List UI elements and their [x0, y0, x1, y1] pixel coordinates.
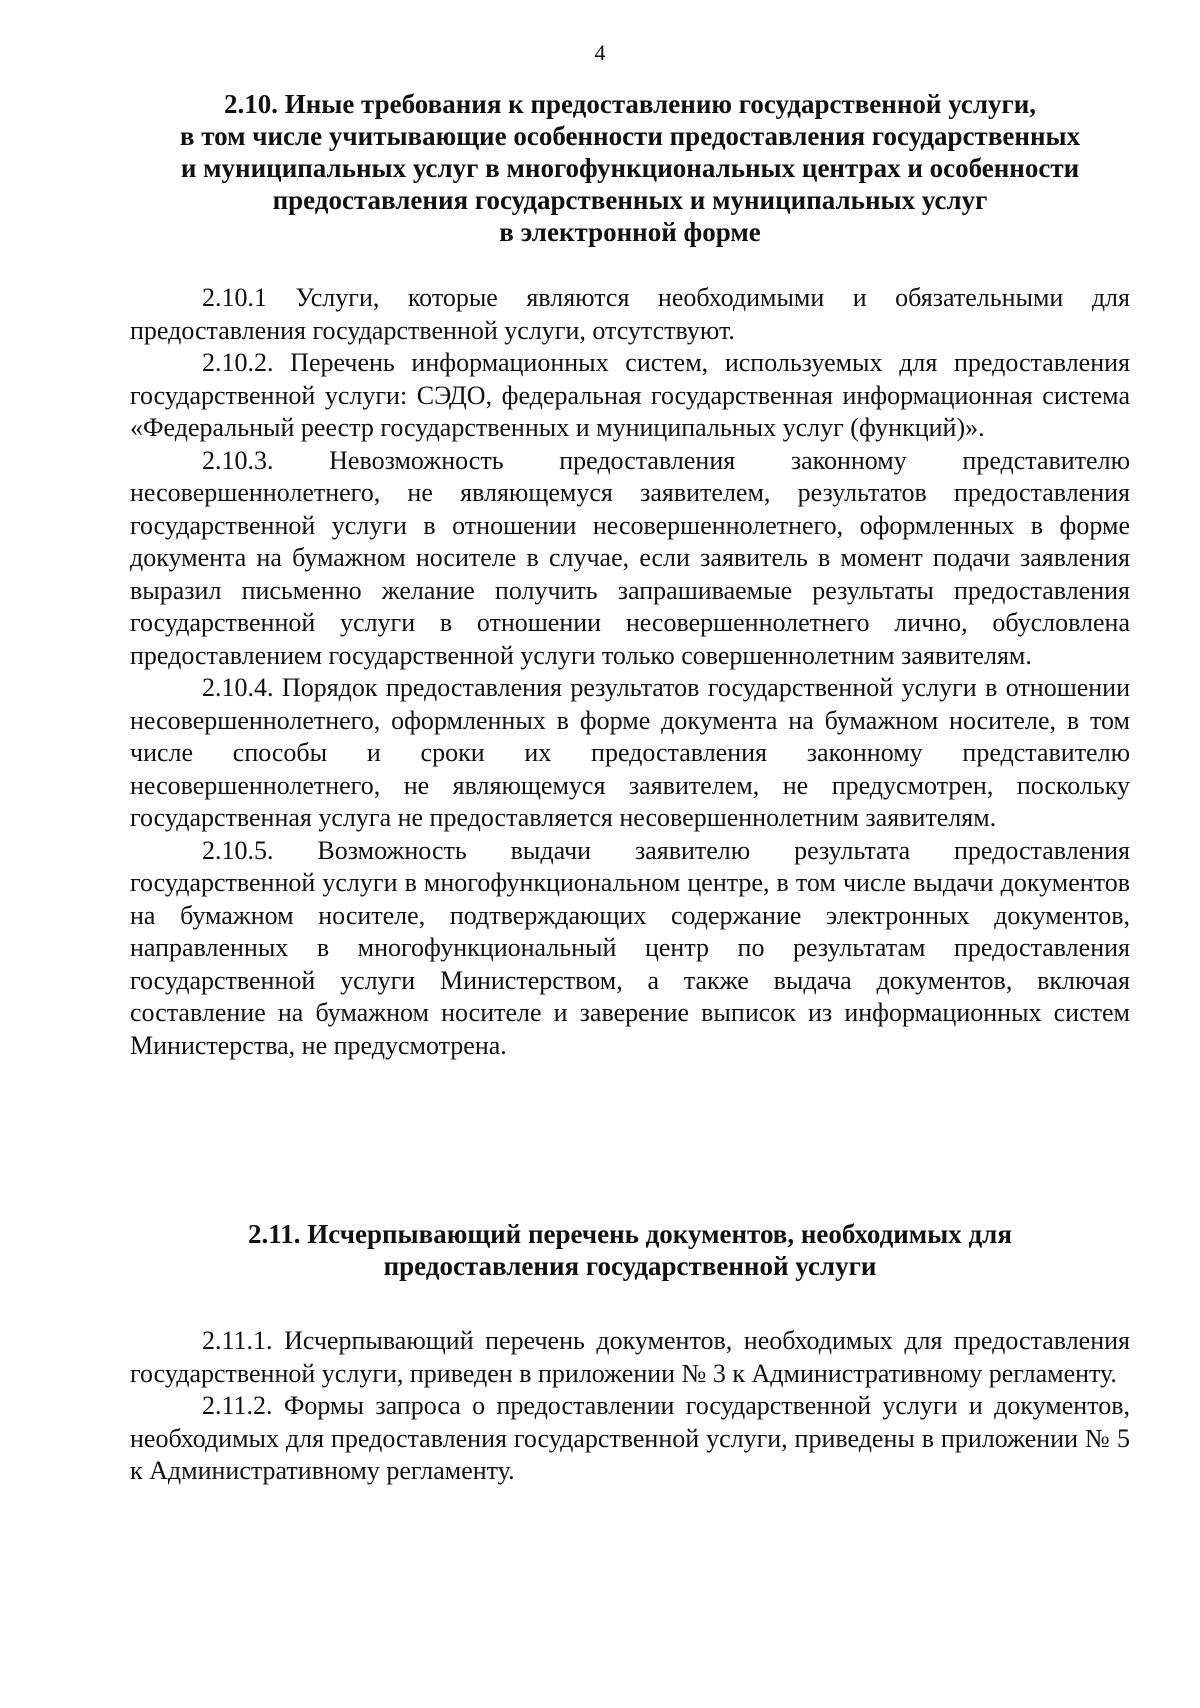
heading-line: и муниципальных услуг в многофункциональных центрах и особенности — [180, 153, 1080, 183]
section-body-2-11 — [130, 1325, 1130, 1488]
heading-line: предоставления государственной услуги — [383, 1251, 877, 1281]
paragraph-2-10-5: 2.10.5. Возможность выдачи заявителю результата предоставления государственной услуги в многофункциональном центре, в том числе выдачи документов на бумажном носителе, подтверждающих содержание электронных документов, направленных в многофункциональный центр по результатам предоставления государственной услуги Министерством, а также выдача документов, включая составление на бумажном носителе и заверение выписок из информационных систем Министерства, не предусмотрена. — [130, 835, 1130, 1060]
section-heading-2-10 — [140, 88, 1120, 248]
paragraph-2-10-2: 2.10.2. Перечень информационных систем, используемых для предоставления государственной услуги: СЭДО, федеральная государственная информационная система «Федеральный реестр государственных и муниципальных услуг (функций)». — [130, 348, 1130, 442]
paragraph-2-11-2: 2.11.2. Формы запроса о предоставлении государственной услуги и документов, необходимых для предоставления государственной услуги, приведены в приложении № 5 к Административному регламенту. — [130, 1391, 1130, 1485]
paragraph-2-10-1: 2.10.1 Услуги, которые являются необходимыми и обязательными для предоставления государственной услуги, отсутствуют. — [130, 283, 1130, 345]
heading-line: предоставления государственных и муниципальных услуг — [272, 185, 988, 215]
heading-line: 2.11. Исчерпывающий перечень документов, необходимых для — [248, 1219, 1012, 1249]
paragraph-2-10-3: 2.10.3. Невозможность предоставления законному представителю несовершеннолетнего, не являющемуся заявителем, результатов предоставления государственной услуги в отношении несовершеннолетнего, оформленных в форме документа на бумажном носителе в случае, если заявитель в момент подачи заявления выразил письменно желание получить запрашиваемые результаты предоставления государственной услуги в отношении несовершеннолетнего лично, обусловлена предоставлением государственной услуги только совершеннолетним заявителям. — [130, 445, 1130, 670]
paragraph-2-11-1: 2.11.1. Исчерпывающий перечень документов, необходимых для предоставления государственной услуги, приведен в приложении № 3 к Административному регламенту. — [130, 1326, 1130, 1388]
section-heading-2-11 — [140, 1218, 1120, 1282]
page-number: 4 — [594, 40, 606, 65]
heading-line: в том числе учитывающие особенности предоставления государственных — [179, 121, 1081, 151]
heading-line: 2.10. Иные требования к предоставлению государственной услуги, — [223, 89, 1037, 119]
section-body-2-10 — [130, 282, 1130, 1062]
paragraph-2-10-4: 2.10.4. Порядок предоставления результатов государственной услуги в отношении несовершеннолетнего, оформленных в форме документа на бумажном носителе, в том числе способы и сроки их предоставления законному представителю несовершеннолетнего, не являющемуся заявителем, не предусмотрен, поскольку государственная услуга не предоставляется несовершеннолетним заявителям. — [130, 673, 1130, 832]
heading-line: в электронной форме — [499, 217, 761, 247]
